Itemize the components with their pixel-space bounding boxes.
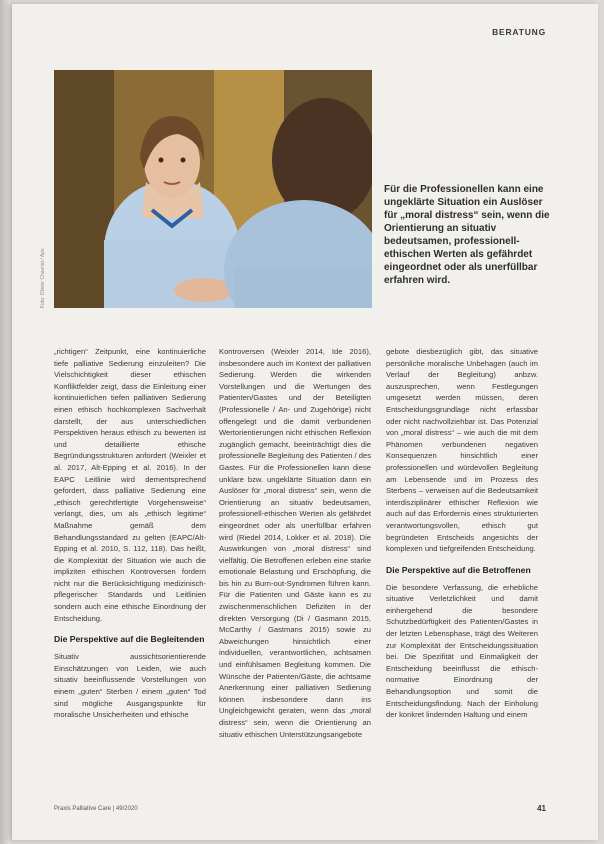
text-column-3 bbox=[386, 346, 538, 721]
section-label: BERATUNG bbox=[492, 27, 546, 37]
article-photo bbox=[54, 70, 372, 308]
body-paragraph: „richtigen“ Zeitpunkt, eine kontinuierliche tiefe palliative Sedierung einzuleiten? Die Vielschichtigkeit dieser ethischen Konfliktfelder zeigt, dass die Einleitung einer kontinuierlichen tiefen palliativen Sedierung einen ethisch hochkomplexen Sachverhalt darstellt, der aus unterschiedlichen Perspektiven heraus ethisch zu bewerten ist und detaillierte ethische Begründungsstrukturen anfordert (Weixler et al. 2017, Alt-Epping et al. 2016). In der EAPC Leitlinie wird dementsprechend gefordert, dass palliative Sedierung eine „ethisch gerechtfertigte Vorgehensweise“ verlangt, dies, um als „ethisch legitime“ Maßnahme gemäß dem Behandlungsstandard zu gelten (EAPC/Alt-Epping et al. 2010, S. 112, 118). Das heißt, die Komplexität der Situation wie auch die impliziten ethischen Kontroversen fordern nicht nur die Berücksichtigung medizinisch-pflegerischer Standards und Leitlinien sondern auch eine ethische Einordnung der Entscheidung. bbox=[54, 347, 206, 623]
pull-quote-caption: Für die Professionellen kann eine ungeklärte Situation ein Auslöser für „moral distress“ sein, wenn die Orientierung an situativ bedeutsamen, professionell-ethischen Werten als gefährdet eingeordnet oder als unerfüllbar erfahren wird. bbox=[384, 184, 550, 286]
section-heading-betroffene: Die Perspektive auf die Betroffenen bbox=[386, 564, 531, 575]
photo-illustration bbox=[54, 70, 372, 308]
text-column-1 bbox=[54, 346, 206, 721]
body-paragraph: Kontroversen (Weixler 2014, Ide 2016), insbesondere auch im Kontext der palliativen Sedierung. Werden die wirkenden Vorstellungen und die Wertungen des Patienten/Gastes und der Beteiligten (Professionelle / An- und Zugehörige) nicht offengelegt und die damit verbundenen Wertorientierungen nicht ethischen Reflexion zugänglich gemacht, beeinträchtigt dies die professionelle Begleitung des Patienten / des Gastes. Für die Professionellen kann diese unklare bzw. ungeklärte Situation dann ein Auslöser für „moral distress“ sein, wenn die Orientierung an situativ bedeutsamen, professionell-ethischen Werten als gefährdet eingeordnet oder als unerfüllbar erfahren wird (Riedel 2014, Lokker et al. 2018). Die Auswirkungen von „moral distress“ sind vielfältig. Die Betroffenen erleben eine starke emotionale Belastung und Erschöpfung, die bis hin zu Burn-out-Syndromen führen kann. Für die Patienten und Gäste kann es zu zwischenmenschlichen Defiziten in der direkten Versorgung (Di / Gasmann 2015, McCarthy / Gastmans 2015) sowie zu Abweichungen hinsichtlich einer individuellen, verantwortlichen, achtsamen und einfühlsamen Begleitung kommen. Die Wünsche der Patienten/Gäste, die achtsame Anerkennung einer palliativen Sedierung können insbesondere dann ins Ungleichgewicht geraten, wenn das „moral distress“ sein, wenn die Orientierung an situativ ethischen Unterstützungsangebote bbox=[219, 347, 371, 739]
photo-credit: Foto: Olivier Chavriat / Apx bbox=[40, 248, 46, 308]
footer-publication: Praxis Palliative Care | 49/2020 bbox=[54, 806, 138, 812]
section-heading-begleitende: Die Perspektive auf die Begleitenden bbox=[54, 634, 205, 645]
text-column-2 bbox=[219, 346, 371, 740]
binding-shadow bbox=[0, 0, 10, 844]
body-paragraph: Die besondere Verfassung, die erhebliche situative Verletzlichkeit und damit einhergehend die besondere Schutzbedürftigkeit des Patienten/Gastes in der letzten Lebensphase, trägt des Weiteren zur Komplexität der Entscheidungssituation bei. Die Spezifität und Einmaligkeit der Entscheidung beeinflusst die ethisch-normative Einordnung der Behandlungsoption und somit die Entscheidungsfindung. Nach der Einholung der konkret lindernden Haltung und einem bbox=[386, 582, 538, 720]
body-paragraph: Situativ aussichtsorientierende Einschätzungen von Leiden, wie auch situativ beeinflussende Vorstellungen von einem „guten“ Sterben / einem „guten“ Tod sind mögliche Ausgangspunkte für moralische Unsicherheiten und ethische bbox=[54, 652, 206, 720]
page-number: 41 bbox=[537, 804, 546, 813]
body-paragraph: gebote diesbezüglich gibt, das situative persönliche moralische Unbehagen (auch im Verlauf der Begleitung) anbzw. auszusprechen, wenn Festlegungen umgesetzt werden müssen, deren Entscheidungsgrundlage nicht erfassbar oder nicht nachvollziehbar ist. Das Potenzial von „moral distress“ – wie auch die mit dem Phänomen verbundenen negativen Konsequenzen hinsichtlich einer professionellen und würdevollen Begleitung am Lebensende und im Prozess des Sterbens – verweisen auf die Bedeutsamkeit interdisziplinärer ethischer Reflexion wie auch auf das Erfordernis eines strukturierten verantwortungsvollen, ethisch gut begründeten Entscheids angesichts der komplexen und tiefgreifenden Entscheidung. bbox=[386, 347, 538, 554]
